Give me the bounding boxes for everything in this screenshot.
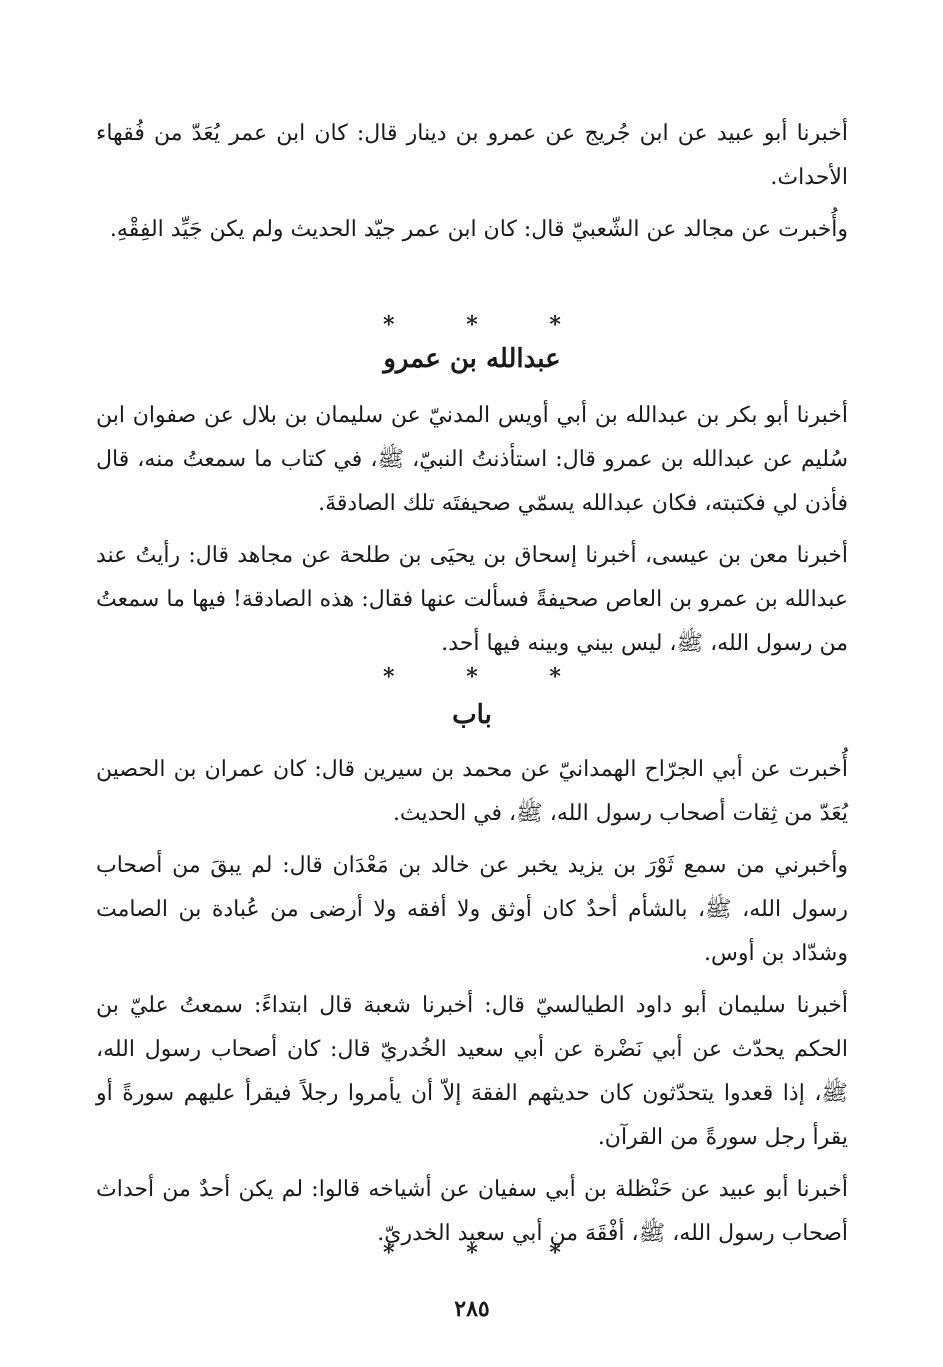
paragraph-ubada-shaddad: وأخبرني من سمع ثَوْرَ بن يزيد يخبر عن خالد بن مَعْدَان قال: لم يبقَ من أصحاب رسول الله، ﷺ، بالشأم أحدٌ كان أوثق ولا أفقه ولا أرضى من عُبادة بن الصامت وشدّاد بن أوس. (96, 853, 848, 966)
section-separator-3 (96, 1240, 848, 1266)
paragraph-sadiqa-permission: أخبرنا أبو بكر بن عبدالله بن أبي أويس المدنيّ عن سليمان بن بلال عن صفوان ابن سُليم عن عبدالله بن عمرو قال: استأذنتُ النبيّ، ﷺ، في كتاب ما سمعتُ منه، قال فأذن لي فكتبته، فكان عبدالله يسمّي صحيفتَه تلك الصادقةَ. (96, 403, 848, 516)
star-mark: * (549, 312, 561, 338)
paragraph-abu-said-majlis: أخبرنا سليمان أبو داود الطيالسيّ قال: أخبرنا شعبة قال ابتداءً: سمعتُ عليّ بن الحكم يحدّث عن أبي نَضْرة عن أبي سعيد الخُدريّ قال: كان أصحاب رسول الله، ﷺ، إذا قعدوا يتحدّثون كان حديثهم الفقهَ إلاّ أن يأمروا رجلاً فيقرأ عليهم سورةً أو يقرأ رجل سورةً من القرآن. (96, 993, 848, 1150)
section-heading-abdullah-bin-amr: عبدالله بن عمرو (383, 344, 561, 374)
star-mark: * (549, 664, 561, 690)
bab-text-block (96, 748, 848, 1256)
paragraph-abu-said-afqah: أخبرنا أبو عبيد عن حَنْظلة بن أبي سفيان عن أشياخه قالوا: لم يكن أحدٌ من أحداث أصحاب رسول الله، ﷺ، أفْقَهَ من أبي سعيد الخدريّ. (96, 1177, 848, 1246)
section-heading-bab: باب (452, 700, 492, 730)
paragraph-imran-bin-husain: أُخبرت عن أبي الجرّاح الهمدانيّ عن محمد بن سيرين قال: كان عمران بن الحصين يُعَدّ من ثِقات أصحاب رسول الله، ﷺ، في الحديث. (96, 757, 848, 826)
paragraph-ibn-umar-fiqh: وأُخبرت عن مجالد عن الشّعبيّ قال: كان ابن عمر جيّد الحديث ولم يكن جَيِّد الفِقْهِ. (109, 217, 848, 242)
page-number: ٢٨٥ (454, 1296, 490, 1322)
star-mark: * (383, 1240, 395, 1266)
star-mark: * (466, 1240, 478, 1266)
section-separator-2 (96, 664, 848, 690)
star-mark: * (383, 312, 395, 338)
opening-text-block (96, 112, 848, 252)
star-mark: * (466, 312, 478, 338)
star-mark: * (549, 1240, 561, 1266)
paragraph-ibn-umar-ahdath: أخبرنا أبو عبيد عن ابن جُريج عن عمرو بن دينار قال: كان ابن عمر يُعَدّ من فُقهاء الأحداث. (96, 121, 848, 190)
paragraph-sadiqa-mujahid: أخبرنا معن بن عيسى، أخبرنا إسحاق بن يحيَى بن طلحة عن مجاهد قال: رأيتُ عند عبدالله بن عمرو بن العاص صحيفةً فسألت عنها فقال: هذه الصادقة! فيها ما سمعتُ من رسول الله، ﷺ، ليس بيني وبينه فيها أحد. (96, 543, 848, 656)
star-mark: * (466, 664, 478, 690)
section-separator-1 (96, 312, 848, 338)
abdullah-bin-amr-text-block (96, 394, 848, 666)
star-mark: * (383, 664, 395, 690)
